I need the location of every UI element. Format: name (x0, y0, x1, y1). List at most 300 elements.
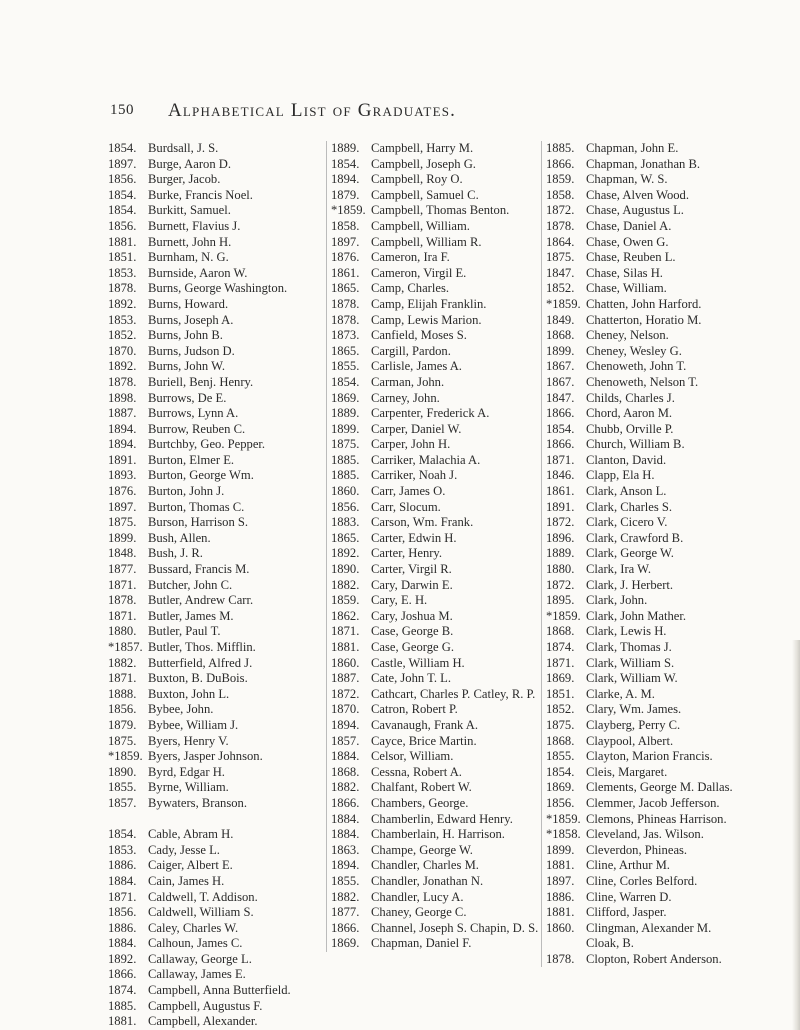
graduate-entry (546, 235, 772, 251)
graduate-entry (546, 656, 772, 672)
graduation-year: 1892. (108, 296, 137, 311)
graduation-year: 1865. (331, 530, 360, 545)
graduate-name: Clingman, Alexander M. (586, 920, 712, 935)
graduate-entry (546, 391, 772, 407)
graduate-name: Cleveland, Jas. Wilson. (586, 827, 704, 842)
graduate-entry (108, 593, 320, 609)
graduation-year: 1868. (546, 624, 575, 639)
graduation-year: 1878. (108, 281, 137, 296)
graduation-year: 1871. (331, 624, 360, 639)
graduate-name: Camp, Charles. (371, 281, 449, 296)
graduation-year: 1877. (331, 905, 360, 920)
graduate-entry (108, 172, 320, 188)
graduate-entry (331, 531, 539, 547)
graduate-entry (108, 952, 320, 968)
graduation-year: 1857. (331, 733, 360, 748)
graduate-name: Cargill, Pardon. (371, 343, 451, 358)
graduation-year: 1869. (546, 671, 575, 686)
graduate-entry (546, 593, 772, 609)
graduate-name: Case, George B. (371, 624, 454, 639)
graduation-year: 1884. (331, 827, 360, 842)
graduate-name: Calhoun, James C. (148, 936, 243, 951)
graduate-entry (108, 391, 320, 407)
graduate-name: Carney, John. (371, 390, 440, 405)
graduate-entry (331, 578, 539, 594)
graduate-name: Burns, Howard. (148, 296, 229, 311)
graduation-year: 1872. (546, 515, 575, 530)
graduate-name: Burns, George Washington. (148, 281, 288, 296)
graduate-name: Clark, Anson L. (586, 484, 667, 499)
graduation-year: 1890. (108, 764, 137, 779)
graduate-entry (546, 812, 772, 828)
graduate-name: Burton, George Wm. (148, 468, 254, 483)
graduate-name: Clayberg, Perry C. (586, 717, 681, 732)
graduate-entry (331, 640, 539, 656)
graduate-name: Burns, Judson D. (148, 343, 235, 358)
graduate-entry (108, 313, 320, 329)
graduate-entry (546, 266, 772, 282)
graduate-name: Campbell, William R. (371, 234, 482, 249)
graduate-entry (331, 500, 539, 516)
graduate-name: Campbell, Anna Butterfield. (148, 983, 291, 998)
graduation-year: 1875. (546, 717, 575, 732)
graduation-year: 1853. (108, 842, 137, 857)
graduate-name: Campbell, Joseph G. (371, 156, 476, 171)
graduation-year: 1852. (546, 702, 575, 717)
graduation-year: 1883. (331, 515, 360, 530)
graduation-year: 1882. (331, 889, 360, 904)
graduation-year: 1885. (331, 468, 360, 483)
graduate-name: Chase, William. (586, 281, 667, 296)
graduation-year: 1871. (546, 655, 575, 670)
graduate-entry (546, 281, 772, 297)
graduate-name: Burnham, N. G. (148, 250, 229, 265)
graduation-year: *1859. (331, 203, 366, 218)
graduate-entry (546, 141, 772, 157)
graduate-entry (108, 765, 320, 781)
graduation-year: 1875. (331, 437, 360, 452)
graduate-name: Chandler, Jonathan N. (371, 873, 484, 888)
graduate-name: Clark, J. Herbert. (586, 577, 674, 592)
graduate-name: Chenoweth, John T. (586, 359, 687, 374)
graduate-name: Buxton, B. DuBois. (148, 671, 248, 686)
graduate-entry (331, 843, 539, 859)
graduation-year: 1853. (108, 265, 137, 280)
graduation-year: 1869. (331, 390, 360, 405)
graduate-entry (546, 375, 772, 391)
graduate-entry (546, 671, 772, 687)
graduation-year: 1856. (108, 172, 137, 187)
graduate-name: Chase, Daniel A. (586, 218, 672, 233)
graduate-entry (546, 718, 772, 734)
graduate-name: Church, William B. (586, 437, 685, 452)
graduation-year: 1853. (108, 312, 137, 327)
graduation-year: 1891. (108, 452, 137, 467)
graduate-entry (108, 266, 320, 282)
graduate-name: Burrows, De E. (148, 390, 227, 405)
graduation-year: 1881. (331, 640, 360, 654)
graduate-entry (546, 531, 772, 547)
graduate-entry (108, 531, 320, 547)
graduation-year: 1892. (108, 951, 137, 966)
graduation-year: 1856. (331, 499, 360, 514)
graduation-year: 1890. (331, 562, 360, 577)
graduate-name: Cable, Abram H. (148, 827, 234, 842)
graduation-year: 1870. (331, 702, 360, 717)
graduate-entry (331, 141, 539, 157)
graduation-year: 1848. (108, 546, 137, 561)
graduate-entry (331, 484, 539, 500)
graduate-entry (331, 936, 539, 952)
graduate-name: Castle, William H. (371, 655, 465, 670)
graduate-name: Bywaters, Branson. (148, 795, 247, 810)
graduate-name: Clark, John Mather. (586, 608, 687, 623)
graduate-entry (546, 780, 772, 796)
graduate-entry (331, 687, 539, 703)
page-edge-shadow (792, 640, 800, 1030)
graduation-year: 1882. (108, 655, 137, 670)
graduation-year: 1899. (108, 530, 137, 545)
graduate-entry (546, 313, 772, 329)
graduation-year: 1871. (546, 452, 575, 467)
graduation-year: 1897. (331, 234, 360, 249)
graduate-entry (108, 375, 320, 391)
graduation-year: 1852. (108, 328, 137, 343)
graduate-name: Cary, Darwin E. (371, 577, 453, 592)
graduate-entry (108, 359, 320, 375)
graduate-entry (546, 468, 772, 484)
graduate-entry (331, 515, 539, 531)
graduation-year: 1855. (108, 780, 137, 795)
graduation-year: 1894. (108, 437, 137, 452)
graduate-name: Burns, John B. (148, 328, 223, 343)
graduate-name: Butler, Thos. Mifflin. (148, 640, 256, 654)
graduation-year: 1882. (331, 577, 360, 592)
graduate-name: Cady, Jesse L. (148, 842, 220, 857)
graduation-year: 1875. (546, 250, 575, 265)
graduation-year: 1860. (331, 655, 360, 670)
graduation-year: 1894. (331, 858, 360, 873)
graduate-entry (108, 297, 320, 313)
graduate-name: Clark, Cicero V. (586, 515, 668, 530)
graduate-name: Campbell, Harry M. (371, 141, 474, 155)
graduation-year: 1856. (108, 702, 137, 717)
graduate-entry (331, 375, 539, 391)
graduate-entry (108, 734, 320, 750)
graduate-name: Chapman, Daniel F. (371, 936, 472, 951)
graduate-name: Carr, Slocum. (371, 499, 441, 514)
graduation-year: *1859. (546, 608, 581, 623)
graduate-name: Carlisle, James A. (371, 359, 462, 374)
graduate-entry (546, 437, 772, 453)
graduate-entry (108, 905, 320, 921)
graduate-name: Cate, John T. L. (371, 671, 451, 686)
graduate-entry (331, 765, 539, 781)
graduation-year: 1878. (108, 374, 137, 389)
graduate-name: Chamberlain, H. Harrison. (371, 827, 505, 842)
graduate-name: Clark, John. (586, 593, 648, 608)
graduation-year: 1861. (546, 484, 575, 499)
graduation-year: 1854. (331, 156, 360, 171)
graduate-entry (546, 250, 772, 266)
graduation-year: 1899. (331, 421, 360, 436)
graduate-name: Burkitt, Samuel. (148, 203, 231, 218)
graduation-year: 1867. (546, 374, 575, 389)
graduation-year: 1893. (108, 468, 137, 483)
graduation-year: 1871. (108, 608, 137, 623)
graduate-entry (331, 734, 539, 750)
graduate-name: Byers, Henry V. (148, 733, 229, 748)
graduation-year: 1865. (331, 343, 360, 358)
graduate-name: Cameron, Ira F. (371, 250, 450, 265)
graduate-name: Bush, J. R. (148, 546, 203, 561)
graduate-entry (108, 624, 320, 640)
graduation-year: 1882. (331, 780, 360, 795)
graduate-entry (108, 453, 320, 469)
graduate-name: Campbell, Thomas Benton. (371, 203, 510, 218)
graduation-year: 1898. (108, 390, 137, 405)
graduation-year: 1863. (331, 842, 360, 857)
graduate-entry (331, 391, 539, 407)
graduate-entry (331, 921, 539, 937)
graduation-year: 1884. (108, 873, 137, 888)
graduate-name: Cheney, Nelson. (586, 328, 669, 343)
graduate-entry (108, 656, 320, 672)
graduate-name: Burrows, Lynn A. (148, 406, 239, 421)
graduate-name: Case, George G. (371, 640, 455, 654)
graduate-entry (546, 687, 772, 703)
graduate-entry (546, 219, 772, 235)
graduate-name: Cline, Corles Belford. (586, 873, 698, 888)
graduate-name: Caley, Charles W. (148, 920, 239, 935)
graduate-entry (546, 422, 772, 438)
graduation-year: 1878. (546, 218, 575, 233)
graduate-name: Butler, James M. (148, 608, 234, 623)
graduate-entry (331, 609, 539, 625)
graduate-entry (546, 344, 772, 360)
graduate-name: Callaway, James E. (148, 967, 246, 982)
graduate-entry (546, 172, 772, 188)
graduate-entry (546, 858, 772, 874)
graduation-year: 1870. (108, 343, 137, 358)
graduate-entry (331, 827, 539, 843)
graduate-entry (108, 437, 320, 453)
graduate-name: Cameron, Virgil E. (371, 265, 467, 280)
graduate-entry (331, 546, 539, 562)
graduate-name: Canfield, Moses S. (371, 328, 467, 343)
graduate-list-column-1 (108, 141, 320, 1030)
graduation-year: 1854. (108, 187, 137, 202)
graduate-name: Carpenter, Frederick A. (371, 406, 490, 421)
graduate-name: Buriell, Benj. Henry. (148, 374, 254, 389)
graduate-entry (546, 952, 772, 968)
graduate-name: Campbell, William. (371, 218, 470, 233)
graduation-year: 1875. (108, 515, 137, 530)
graduate-name: Chenoweth, Nelson T. (586, 374, 699, 389)
graduate-name: Byrd, Edgar H. (148, 764, 225, 779)
graduate-name: Cavanaugh, Frank A. (371, 717, 479, 732)
graduate-name: Chaney, George C. (371, 905, 467, 920)
section-gap (108, 812, 320, 828)
running-head: Alphabetical List of Graduates. (168, 100, 457, 121)
graduate-name: Chamberlin, Edward Henry. (371, 811, 513, 826)
page-number: 150 (110, 102, 134, 118)
graduate-name: Burke, Francis Noel. (148, 187, 253, 202)
graduation-year: 1866. (331, 920, 360, 935)
graduate-name: Burson, Harrison S. (148, 515, 249, 530)
graduation-year: 1876. (108, 484, 137, 499)
graduate-name: Caldwell, T. Addison. (148, 889, 258, 904)
graduate-name: Burton, Thomas C. (148, 499, 245, 514)
graduate-name: Butcher, John C. (148, 577, 233, 592)
graduate-name: Burdsall, J. S. (148, 141, 219, 155)
graduate-entry (546, 562, 772, 578)
graduate-entry (108, 780, 320, 796)
graduate-entry (331, 468, 539, 484)
graduate-entry (331, 796, 539, 812)
graduate-name: Chase, Silas H. (586, 265, 663, 280)
graduation-year: 1899. (546, 343, 575, 358)
graduate-name: Chatten, John Harford. (586, 296, 702, 311)
graduation-year: 1895. (546, 593, 575, 608)
graduation-year: 1855. (331, 359, 360, 374)
graduation-year: 1855. (546, 749, 575, 764)
graduation-year: 1881. (546, 905, 575, 920)
graduate-name: Clifford, Jasper. (586, 905, 667, 920)
graduation-year: *1859. (546, 811, 581, 826)
graduation-year: 1885. (546, 141, 575, 155)
graduate-name: Cary, E. H. (371, 593, 428, 608)
graduate-name: Carter, Henry. (371, 546, 443, 561)
graduation-year: 1859. (546, 172, 575, 187)
graduate-name: Carr, James O. (371, 484, 446, 499)
graduate-name: Cline, Warren D. (586, 889, 672, 904)
graduate-name: Clements, George M. Dallas. (586, 780, 733, 795)
graduate-entry (108, 702, 320, 718)
graduate-entry (108, 515, 320, 531)
graduation-year: *1859. (546, 296, 581, 311)
graduation-year: 1892. (331, 546, 360, 561)
graduate-name: Chase, Alven Wood. (586, 187, 689, 202)
graduation-year: 1880. (108, 624, 137, 639)
graduate-entry (331, 718, 539, 734)
graduate-entry (331, 874, 539, 890)
graduation-year: 1846. (546, 468, 575, 483)
graduation-year: 1886. (546, 889, 575, 904)
graduate-entry (546, 359, 772, 375)
graduation-year: 1866. (546, 156, 575, 171)
graduation-year: *1857. (108, 640, 143, 654)
graduate-name: Caiger, Albert E. (148, 858, 233, 873)
graduate-name: Childs, Charles J. (586, 390, 675, 405)
graduation-year: 1894. (108, 421, 137, 436)
graduate-name: Burns, Joseph A. (148, 312, 234, 327)
graduation-year: 1854. (108, 203, 137, 218)
graduate-entry (331, 453, 539, 469)
graduate-name: Clark, William S. (586, 655, 675, 670)
graduate-name: Carson, Wm. Frank. (371, 515, 474, 530)
graduation-year: 1868. (331, 764, 360, 779)
graduate-entry (108, 219, 320, 235)
graduation-year: *1859. (108, 749, 143, 764)
graduation-year: 1886. (108, 920, 137, 935)
graduation-year: 1887. (331, 671, 360, 686)
graduate-name: Butterfield, Alfred J. (148, 655, 253, 670)
graduate-name: Burns, John W. (148, 359, 225, 374)
graduate-entry (546, 796, 772, 812)
graduate-entry (331, 328, 539, 344)
graduate-entry (108, 843, 320, 859)
graduate-entry (108, 235, 320, 251)
graduation-year: 1857. (108, 795, 137, 810)
graduate-name: Clark, William W. (586, 671, 678, 686)
graduate-name: Chubb, Orville P. (586, 421, 674, 436)
graduation-year: 1869. (331, 936, 360, 951)
graduate-name: Butler, Paul T. (148, 624, 221, 639)
graduate-name: Clary, Wm. James. (586, 702, 682, 717)
graduation-year: 1860. (331, 484, 360, 499)
graduate-entry (331, 235, 539, 251)
graduate-name: Burton, Elmer E. (148, 452, 235, 467)
graduate-name: Chapman, Jonathan B. (586, 156, 701, 171)
graduate-name: Burton, John J. (148, 484, 225, 499)
graduation-year: 1856. (546, 795, 575, 810)
graduate-entry (331, 812, 539, 828)
graduate-entry (546, 188, 772, 204)
graduate-name: Clemmer, Jacob Jefferson. (586, 795, 720, 810)
graduate-name: Burger, Jacob. (148, 172, 221, 187)
graduate-entry (108, 749, 320, 765)
graduate-entry (331, 344, 539, 360)
graduation-year: 1889. (546, 546, 575, 561)
graduate-name: Chalfant, Robert W. (371, 780, 472, 795)
graduate-entry (108, 422, 320, 438)
graduate-entry (546, 578, 772, 594)
graduate-name: Carper, John H. (371, 437, 451, 452)
graduate-name: Carman, John. (371, 374, 445, 389)
graduate-entry (108, 671, 320, 687)
graduate-entry (108, 328, 320, 344)
graduate-entry (108, 203, 320, 219)
graduate-entry (108, 718, 320, 734)
graduate-name: Chase, Augustus L. (586, 203, 684, 218)
graduate-entry (108, 484, 320, 500)
graduate-name: Campbell, Augustus F. (148, 998, 263, 1013)
graduate-entry (108, 827, 320, 843)
graduate-name: Cline, Arthur M. (586, 858, 670, 873)
graduate-entry (546, 406, 772, 422)
graduation-year: 1866. (108, 967, 137, 982)
graduation-year: 1866. (546, 437, 575, 452)
graduate-entry (546, 734, 772, 750)
graduate-entry (108, 141, 320, 157)
graduation-year: 1854. (108, 141, 137, 155)
graduation-year: 1885. (108, 998, 137, 1013)
graduate-name: Cloak, B. (586, 936, 634, 951)
graduate-entry (108, 546, 320, 562)
graduate-name: Bussard, Francis M. (148, 562, 250, 577)
graduation-year: 1847. (546, 265, 575, 280)
graduation-year: 1867. (546, 359, 575, 374)
graduation-year: 1887. (108, 406, 137, 421)
graduate-entry (108, 406, 320, 422)
graduate-entry (108, 687, 320, 703)
graduate-name: Clark, Lewis H. (586, 624, 667, 639)
graduate-entry (331, 406, 539, 422)
graduate-entry (546, 936, 772, 952)
graduation-year: 1851. (546, 686, 575, 701)
graduate-name: Chandler, Lucy A. (371, 889, 464, 904)
